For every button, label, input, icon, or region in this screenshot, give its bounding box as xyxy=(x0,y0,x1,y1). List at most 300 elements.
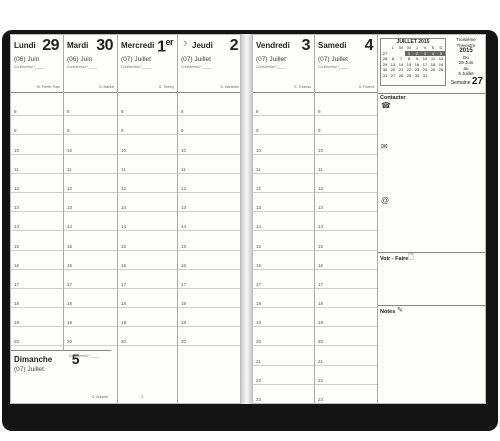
calendar-cell: 27 xyxy=(390,72,396,78)
day-header xyxy=(315,35,377,93)
hour-row[interactable] xyxy=(253,116,314,135)
calendar-cell: 2 xyxy=(413,51,421,57)
hour-row[interactable] xyxy=(118,174,177,193)
hour-row[interactable] xyxy=(315,212,377,231)
hour-row[interactable] xyxy=(178,116,241,135)
calendar-cell: 12 xyxy=(438,56,444,61)
hour-row[interactable] xyxy=(315,135,377,154)
hour-row[interactable] xyxy=(178,231,241,250)
hour-row[interactable] xyxy=(315,97,377,116)
day-number: 3 xyxy=(301,37,310,54)
mail-icon: ✉ xyxy=(381,142,388,151)
hour-row[interactable] xyxy=(315,346,377,365)
day-conf: Confidential *_____ xyxy=(256,65,287,69)
hour-row[interactable] xyxy=(64,97,117,116)
hour-row[interactable] xyxy=(64,231,117,250)
hour-row[interactable] xyxy=(315,193,377,212)
day-month: (07) Juillet xyxy=(14,366,44,373)
day-saint: S. Martial xyxy=(99,85,114,89)
hour-label: 13 xyxy=(14,205,20,211)
calendar-cell: 8 xyxy=(407,56,411,61)
hour-row[interactable] xyxy=(315,270,377,289)
hour-label: 8 xyxy=(181,109,184,115)
hour-row[interactable] xyxy=(11,270,63,289)
day-saint: S. Thomas xyxy=(294,85,311,89)
trimester-year: 2015 xyxy=(459,48,473,54)
hour-label: 12 xyxy=(256,185,262,191)
calendar-cell: 11 xyxy=(430,56,436,61)
hour-row[interactable] xyxy=(315,327,377,346)
hour-label: 20 xyxy=(121,339,127,345)
hour-row[interactable] xyxy=(178,212,241,231)
hour-label: 9 xyxy=(181,128,184,134)
calendar-cell xyxy=(437,73,445,79)
day-name: Vendredi xyxy=(256,41,290,50)
week-number-box xyxy=(451,76,483,87)
day-number: 5 xyxy=(71,351,79,367)
hour-label: 18 xyxy=(318,301,324,307)
hour-row[interactable] xyxy=(118,270,177,289)
hour-label: 15 xyxy=(256,243,262,249)
hour-label: 20 xyxy=(181,339,187,345)
hour-row[interactable] xyxy=(253,231,314,250)
hour-label: 10 xyxy=(181,147,187,153)
contacter-label: Contacter xyxy=(380,95,406,101)
day-column-sunday[interactable] xyxy=(11,350,111,404)
hour-row[interactable] xyxy=(64,174,117,193)
day-number-suffix: er xyxy=(165,37,173,47)
moon-phase-icon: ☽ xyxy=(181,41,188,48)
hour-label: 15 xyxy=(121,243,127,249)
hour-label: 8 xyxy=(318,109,321,115)
hour-list xyxy=(178,97,241,346)
hour-row[interactable] xyxy=(315,155,377,174)
hour-label: 11 xyxy=(318,166,323,172)
calendar-cell: 16 xyxy=(414,61,420,67)
hour-label: 13 xyxy=(318,205,324,211)
hour-list xyxy=(253,97,314,404)
hour-label: 18 xyxy=(181,301,187,307)
calendar-cell: V xyxy=(423,45,427,50)
hour-row[interactable] xyxy=(118,97,177,116)
hour-label: 13 xyxy=(67,205,73,211)
hour-label: 16 xyxy=(67,262,73,268)
calendar-cell: 6 xyxy=(391,56,395,61)
page-footer: © xyxy=(141,395,144,399)
hour-row[interactable] xyxy=(253,289,314,308)
hour-label: 16 xyxy=(121,262,127,268)
hour-label: 12 xyxy=(121,185,127,191)
hour-label: 19 xyxy=(318,320,324,326)
hour-row[interactable] xyxy=(315,385,377,404)
hour-row[interactable] xyxy=(253,327,314,346)
hour-label: 9 xyxy=(67,128,70,134)
hour-row[interactable] xyxy=(253,193,314,212)
day-header xyxy=(253,35,314,93)
calendar-cell: 29 xyxy=(382,61,388,67)
day-month: (06) Juin xyxy=(14,56,40,63)
hour-row[interactable] xyxy=(253,155,314,174)
hour-label: 15 xyxy=(67,243,73,249)
trimester-end: 5 Juillet xyxy=(458,71,474,76)
hour-label: 16 xyxy=(256,262,262,268)
hour-row[interactable] xyxy=(64,308,117,327)
hour-row[interactable] xyxy=(118,289,177,308)
calendar-week-row xyxy=(381,73,445,79)
week-number: 27 xyxy=(471,76,483,87)
hour-label: 20 xyxy=(256,339,262,345)
hour-label: 11 xyxy=(181,166,186,172)
hour-label: 13 xyxy=(256,205,262,211)
hour-label: 14 xyxy=(121,224,127,230)
hour-label: 14 xyxy=(181,224,187,230)
hour-row[interactable] xyxy=(253,270,314,289)
hour-label: 21 xyxy=(256,358,262,364)
hour-label: 12 xyxy=(14,185,20,191)
hour-label: 17 xyxy=(181,281,187,287)
calendar-cell: 3 xyxy=(421,51,429,57)
hour-row[interactable] xyxy=(11,193,63,212)
day-header xyxy=(118,35,177,93)
hour-label: 14 xyxy=(14,224,20,230)
hour-label: 19 xyxy=(67,320,73,326)
at-icon: @ xyxy=(381,196,390,205)
left-page xyxy=(10,34,241,404)
calendar-cell: 19 xyxy=(438,61,444,67)
day-header xyxy=(64,35,117,93)
calendar-cell: 25 xyxy=(430,67,436,72)
hour-row[interactable] xyxy=(253,212,314,231)
hour-row[interactable] xyxy=(178,155,241,174)
calendar-cell: 29 xyxy=(406,72,412,78)
hour-label: 18 xyxy=(121,301,127,307)
calendar-cell: 31 xyxy=(422,72,428,78)
hour-row[interactable] xyxy=(11,116,63,135)
day-column-wednesday[interactable] xyxy=(118,35,178,403)
hour-row[interactable] xyxy=(11,135,63,154)
hour-label: 16 xyxy=(181,262,187,268)
calendar-cell: M xyxy=(407,45,411,50)
hour-label: 11 xyxy=(256,166,261,172)
hour-label: 18 xyxy=(256,301,262,307)
day-name: Lundi xyxy=(14,41,36,50)
day-saint: St. Pierre, Paul xyxy=(36,85,60,89)
hour-row[interactable] xyxy=(253,308,314,327)
hour-label: 17 xyxy=(14,281,20,287)
agenda-spine xyxy=(241,34,252,404)
day-column-friday[interactable] xyxy=(253,35,315,403)
hour-row[interactable] xyxy=(11,308,63,327)
right-page xyxy=(252,34,486,404)
hour-row[interactable] xyxy=(253,366,314,385)
hour-label: 10 xyxy=(14,147,20,153)
day-header xyxy=(178,35,241,93)
hour-label: 10 xyxy=(67,147,73,153)
hour-row[interactable] xyxy=(178,251,241,270)
hour-row[interactable] xyxy=(118,155,177,174)
calendar-cell: 26 xyxy=(438,67,444,72)
calendar-cell: 7 xyxy=(399,56,403,61)
hour-label: 15 xyxy=(181,243,187,249)
hour-row[interactable] xyxy=(315,289,377,308)
hour-row[interactable] xyxy=(253,251,314,270)
hour-label: 19 xyxy=(181,320,187,326)
calendar-cell: 27 xyxy=(382,50,388,56)
hour-label: 8 xyxy=(67,109,70,115)
pen-icon: ✎ xyxy=(397,307,403,314)
hour-row[interactable] xyxy=(64,327,117,346)
hour-label: 10 xyxy=(121,147,127,153)
hour-row[interactable] xyxy=(11,231,63,250)
hour-label: 19 xyxy=(256,320,262,326)
hour-label: 20 xyxy=(318,339,324,345)
hour-row[interactable] xyxy=(11,212,63,231)
hour-label: 16 xyxy=(14,262,20,268)
hour-label: 12 xyxy=(318,185,324,191)
calendar-cell: 4 xyxy=(429,51,437,57)
calendar-cell: D xyxy=(439,45,443,50)
calendar-cell: J xyxy=(416,45,418,50)
hour-row[interactable] xyxy=(11,97,63,116)
hour-label: 13 xyxy=(181,205,187,211)
hour-label: 18 xyxy=(67,301,73,307)
day-month: (07) Juillet xyxy=(181,56,211,63)
calendar-cell: 14 xyxy=(398,61,404,67)
trimester-label: Troisième Trimestre xyxy=(456,37,476,48)
hour-row[interactable] xyxy=(64,270,117,289)
calendar-cell: 28 xyxy=(382,56,388,61)
hour-label: 21 xyxy=(318,358,324,364)
hour-label: 14 xyxy=(67,224,73,230)
hour-row[interactable] xyxy=(11,327,63,346)
calendar-cell: 21 xyxy=(398,67,404,72)
day-name: Mardi xyxy=(67,41,89,50)
calendar-cell: 30 xyxy=(414,72,420,78)
trimester-info xyxy=(448,37,484,77)
hour-label: 9 xyxy=(256,128,259,134)
day-name: Samedi xyxy=(318,41,347,50)
calendar-cell: M xyxy=(399,45,403,50)
calendar-cell: 31 xyxy=(382,72,388,78)
hour-row[interactable] xyxy=(315,231,377,250)
hour-row[interactable] xyxy=(315,174,377,193)
trimester-du: Du xyxy=(463,54,469,60)
hour-label: 19 xyxy=(121,320,127,326)
calendar-cell: S xyxy=(431,45,435,50)
hour-label: 20 xyxy=(67,339,73,345)
hour-row[interactable] xyxy=(11,155,63,174)
calendar-cell: 13 xyxy=(390,61,396,67)
hour-label: 9 xyxy=(121,128,124,134)
day-number xyxy=(157,37,173,56)
hour-label: 14 xyxy=(256,224,262,230)
hour-row[interactable] xyxy=(253,346,314,365)
divider xyxy=(378,93,485,94)
hour-row[interactable] xyxy=(118,251,177,270)
day-name: Jeudi xyxy=(192,41,213,50)
calendar-cell: 1 xyxy=(405,51,413,57)
calendar-cell: 9 xyxy=(415,56,419,61)
divider xyxy=(378,252,485,253)
document-icon: 🗋 xyxy=(408,254,414,261)
hour-row[interactable] xyxy=(64,212,117,231)
day-conf: Confidential *_____ xyxy=(181,65,212,69)
hour-row[interactable] xyxy=(178,308,241,327)
calendar-cell: 22 xyxy=(406,67,412,72)
hour-row[interactable] xyxy=(64,135,117,154)
hour-row[interactable] xyxy=(118,212,177,231)
day-name: Mercredi xyxy=(121,41,155,50)
hour-row[interactable] xyxy=(315,116,377,135)
calendar-cell: 20 xyxy=(390,67,396,72)
day-number: 30 xyxy=(96,37,113,54)
hour-label: 15 xyxy=(318,243,324,249)
trimester-au: au xyxy=(463,65,469,71)
day-month: (06) Juin xyxy=(67,56,93,63)
hour-list xyxy=(315,97,377,404)
hour-label: 22 xyxy=(318,377,324,383)
notes-label: Notes xyxy=(380,309,396,315)
day-header xyxy=(11,35,63,93)
day-conf: Confidential *_____ xyxy=(69,354,100,358)
hour-row[interactable] xyxy=(178,327,241,346)
voir-faire-label: Voir - Faire xyxy=(380,256,409,262)
hour-label: 12 xyxy=(181,185,187,191)
hour-label: 9 xyxy=(14,128,17,134)
hour-label: 17 xyxy=(256,281,262,287)
hour-list xyxy=(118,97,177,346)
day-conf: Confidential *_____ xyxy=(318,65,349,69)
day-conf: Confidential *_____ xyxy=(14,65,45,69)
hour-label: 17 xyxy=(67,281,73,287)
hour-label: 8 xyxy=(121,109,124,115)
hour-row[interactable] xyxy=(178,174,241,193)
hour-label: 8 xyxy=(14,109,17,115)
calendar-cell: 30 xyxy=(382,67,388,72)
day-conf: Confidential *_____ xyxy=(67,65,98,69)
hour-row[interactable] xyxy=(11,174,63,193)
phone-icon: ☎ xyxy=(381,101,391,110)
hour-row[interactable] xyxy=(315,366,377,385)
mini-calendar-title: JUILLET 2015 xyxy=(396,39,430,45)
day-column-saturday[interactable] xyxy=(315,35,378,403)
hour-label: 11 xyxy=(121,166,126,172)
hour-list xyxy=(64,97,117,346)
hour-row[interactable] xyxy=(178,97,241,116)
day-number-value: 1 xyxy=(157,38,166,56)
hour-row[interactable] xyxy=(11,251,63,270)
hour-row[interactable] xyxy=(315,251,377,270)
hour-label: 10 xyxy=(318,147,324,153)
day-saint: S. Florent xyxy=(358,85,374,89)
trimester-start: 29 Juin xyxy=(458,60,474,65)
calendar-cell: 17 xyxy=(422,61,428,67)
hour-row[interactable] xyxy=(64,289,117,308)
week-label: Semaine xyxy=(450,80,471,86)
hour-list xyxy=(11,97,63,346)
hour-row[interactable] xyxy=(64,251,117,270)
hour-label: 13 xyxy=(121,205,127,211)
hour-row[interactable] xyxy=(253,385,314,404)
hour-row[interactable] xyxy=(64,193,117,212)
hour-row[interactable] xyxy=(253,174,314,193)
day-conf: Confidential *_____ xyxy=(121,65,152,69)
hour-row[interactable] xyxy=(11,289,63,308)
hour-row[interactable] xyxy=(118,135,177,154)
hour-label: 17 xyxy=(121,281,127,287)
hour-row[interactable] xyxy=(118,193,177,212)
day-name: Dimanche xyxy=(14,355,53,364)
hour-row[interactable] xyxy=(118,231,177,250)
day-month: (07) Juillet xyxy=(256,56,286,63)
hour-row[interactable] xyxy=(118,327,177,346)
hour-label: 19 xyxy=(14,320,20,326)
day-number: 4 xyxy=(364,37,373,54)
mini-calendar xyxy=(380,38,446,86)
day-month: (07) Juillet xyxy=(318,56,348,63)
day-column-thursday[interactable] xyxy=(178,35,241,403)
hour-label: 8 xyxy=(256,109,259,115)
hour-label: 11 xyxy=(14,166,19,172)
hour-label: 17 xyxy=(318,281,324,287)
calendar-cell xyxy=(429,73,437,79)
hour-label: 22 xyxy=(256,377,262,383)
day-number: 2 xyxy=(229,37,238,54)
day-month: (07) Juillet xyxy=(121,56,151,63)
hour-row[interactable] xyxy=(178,289,241,308)
hour-row[interactable] xyxy=(178,270,241,289)
hour-label: 11 xyxy=(67,166,72,172)
day-column-tuesday[interactable] xyxy=(64,35,118,403)
hour-row[interactable] xyxy=(64,116,117,135)
calendar-cell: 23 xyxy=(414,67,420,72)
mini-calendar-grid xyxy=(381,45,445,78)
hour-row[interactable] xyxy=(118,116,177,135)
day-number: 29 xyxy=(42,37,59,54)
hour-label: 14 xyxy=(318,224,324,230)
calendar-cell: L xyxy=(391,45,395,50)
hour-label: 10 xyxy=(256,147,262,153)
hour-row[interactable] xyxy=(64,155,117,174)
hour-label: 23 xyxy=(256,397,262,402)
calendar-cell: 5 xyxy=(437,51,445,57)
hour-row[interactable] xyxy=(118,308,177,327)
hour-label: 18 xyxy=(14,301,20,307)
hour-row[interactable] xyxy=(178,193,241,212)
calendar-cell: 24 xyxy=(422,67,428,72)
hour-row[interactable] xyxy=(253,97,314,116)
hour-row[interactable] xyxy=(315,308,377,327)
day-saint: S. Thierry xyxy=(158,85,174,89)
week-sidebar xyxy=(377,35,485,403)
hour-label: 9 xyxy=(318,128,321,134)
hour-row[interactable] xyxy=(178,135,241,154)
hour-label: 12 xyxy=(67,185,73,191)
hour-label: 20 xyxy=(14,339,20,345)
hour-row[interactable] xyxy=(253,135,314,154)
calendar-cell: 10 xyxy=(422,56,428,61)
day-column-monday[interactable] xyxy=(11,35,64,403)
hour-label: 23 xyxy=(318,397,324,402)
calendar-cell: 15 xyxy=(406,61,412,67)
divider xyxy=(378,305,485,306)
hour-label: 15 xyxy=(14,243,20,249)
hour-label: 16 xyxy=(318,262,324,268)
day-saint: S. Antoine xyxy=(92,395,108,399)
calendar-cell: 28 xyxy=(398,72,404,78)
day-saint: S. Martinien xyxy=(220,85,239,89)
calendar-cell: 18 xyxy=(430,61,436,67)
